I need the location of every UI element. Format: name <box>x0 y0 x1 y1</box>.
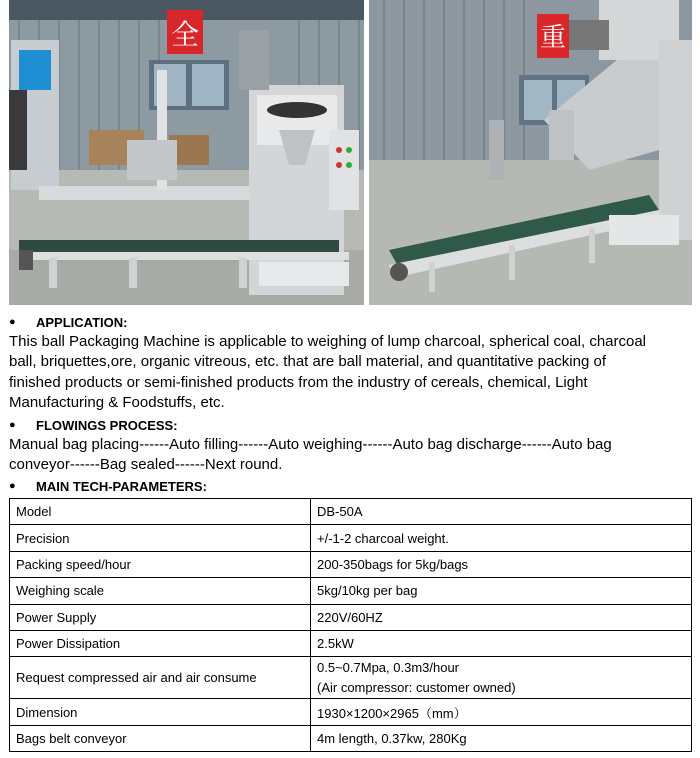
left-sign-char: 全 <box>170 18 200 51</box>
param-label: Power Dissipation <box>10 630 311 656</box>
table-row <box>10 725 692 751</box>
param-value: +/-1-2 charcoal weight. <box>311 525 692 551</box>
machine-photo-side <box>369 0 692 305</box>
param-value <box>311 657 692 699</box>
factory-photo-packaging-machine-side <box>369 0 692 305</box>
param-label: Precision <box>10 525 311 551</box>
param-label: Request compressed air and air consume <box>10 657 311 699</box>
param-value: 4m length, 0.37kw, 280Kg <box>311 725 692 751</box>
param-value-line: 0.5~0.7Mpa, 0.3m3/hour <box>317 659 460 675</box>
application-line: finished products or semi-finished products from the industry of cereals, chemical, Light <box>9 373 588 391</box>
flowings-line: conveyor------Bag sealed------Next round. <box>9 456 283 474</box>
application-line: This ball Packaging Machine is applicable to weighing of lump charcoal, spherical coal, charcoal <box>9 333 647 350</box>
table-row <box>10 578 692 604</box>
flowings-line: Manual bag placing------Auto filling------Auto weighing------Auto bag discharge------Auto bag <box>9 436 612 453</box>
param-label: Bags belt conveyor <box>10 725 311 751</box>
table-row <box>10 630 692 656</box>
table-row <box>10 604 692 630</box>
tech-parameters-table <box>9 498 692 752</box>
right-sign-char: 重 <box>539 23 567 53</box>
param-value: 5kg/10kg per bag <box>311 578 692 604</box>
application-text <box>9 332 695 413</box>
param-label: Dimension <box>10 699 311 725</box>
bullet-icon: ● <box>9 419 16 431</box>
table-row <box>10 551 692 577</box>
machine-photo-front <box>9 0 364 305</box>
param-value: 2.5kW <box>311 630 692 656</box>
params-heading: ● MAIN TECH-PARAMETERS: <box>9 479 207 494</box>
bullet-icon: ● <box>9 480 16 492</box>
flowings-text <box>9 435 695 476</box>
param-value: 220V/60HZ <box>311 604 692 630</box>
application-line: Manufacturing & Foodstuffs, etc. <box>9 393 225 411</box>
table-row <box>10 699 692 725</box>
param-label: Weighing scale <box>10 578 311 604</box>
param-value-line: (Air compressor: customer owned) <box>317 679 516 695</box>
product-photos <box>9 0 692 305</box>
param-value: 200-350bags for 5kg/bags <box>311 551 692 577</box>
factory-photo-packaging-machine-front <box>9 0 364 305</box>
flowings-heading: ● FLOWINGS PROCESS: <box>9 418 178 433</box>
param-label: Model <box>10 499 311 525</box>
table-row <box>10 657 692 699</box>
application-heading: ● APPLICATION: <box>9 315 128 330</box>
param-label: Power Supply <box>10 604 311 630</box>
param-label: Packing speed/hour <box>10 551 311 577</box>
table-row <box>10 525 692 551</box>
param-value: 1930×1200×2965（mm） <box>311 699 692 725</box>
param-value: DB-50A <box>311 499 692 525</box>
table-row <box>10 499 692 525</box>
application-line: ball, briquettes,ore, organic vitreous, etc. that are ball material, and quantitative packing of <box>9 353 607 371</box>
bullet-icon: ● <box>9 316 16 328</box>
